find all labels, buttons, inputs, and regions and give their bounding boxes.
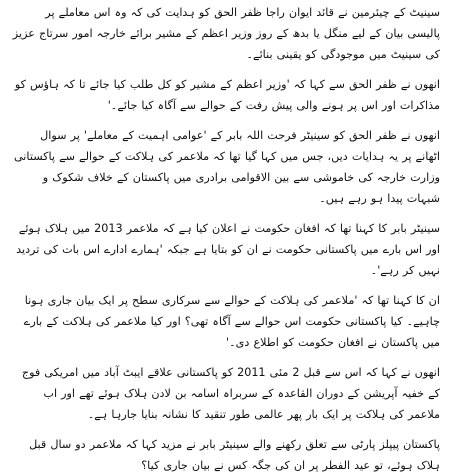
paragraph-line: انھوں نے ظفر الحق کو سینیٹر فرحت اللہ بابر کے 'عوامی اہمیت کے معاملے' پر سوال اٹھانے پر یہ ہدایات دیں، جس میں کہا گیا تھا کہ [40, 129, 440, 163]
paragraph-5 [12, 290, 440, 353]
paragraph-6 [12, 362, 440, 425]
paragraph-4 [12, 218, 440, 281]
paragraph-line: انھوں نے کہا کہ اس سے قبل 2 مئی 2011 کو پاکستانی علاقے ایبٹ آباد میں امریکی فوج کے خفیہ آپریشن کے دوران القاعدہ کے [21, 366, 440, 400]
paragraph-1 [12, 2, 440, 65]
paragraph-3 [12, 125, 440, 209]
paragraph-line: کے مشیر برائے خارجہ امور سرتاج عزیز کی سینیٹ میں موجودگی کو یقینی بنائے۔ [12, 27, 440, 61]
paragraph-line: بیان جاری کیا؟ [141, 459, 210, 472]
paragraph-line: بتایا ہے جبکہ 'ہمارے ادارے اس بات کی تردید نہیں کر رہے'۔ [16, 243, 440, 277]
paragraph-7 [12, 434, 440, 476]
paragraph-line: تھی؟ اور کیا ملاعمر کی ہلاکت کے بارے میں پاکستان نے افغان حکومت کو اطلاع دی۔' [23, 315, 440, 349]
paragraph-line: سربراہ اسامہ بن لادن ہلاک ہوئے تھے اور اب ملاعمر کی ہلاکت پر ایک بار پھر عالمی طور تنقید کا نشانہ بنایا جارہا ہے۔ [43, 387, 440, 421]
paragraph-line: ملاعمر کی ہلاکت کے حوالے سے پاکستانی وزارت خارجہ کی خاموشی سے بین الاقوامی برادری میں پاکستان کے خلاف شکوک و شبہات [13, 150, 440, 205]
paragraph-line: سینیٹر بابر کا کہنا تھا کہ افغان حکومت نے اعلان کیا ہے کہ ملاعمر 2013 میں ہلاک ہوئے اور اس بارے میں پاکستانی حکومت نے ان کو [18, 222, 440, 256]
paragraph-line: حوالے سے آگاہ کیا جائے۔' [107, 99, 226, 112]
paragraph-line: پاکستان پیپلز پارٹی سے تعلق رکھنے والے سینیٹر بابر نے مزید کہا کہ ملاعمر دو سال قبل ہلاک ہوئے، تو عید الفطر پر ان کی جگہ کس نے [29, 438, 440, 472]
paragraph-2 [12, 74, 440, 116]
paragraph-line: ان کا کہنا تھا کہ 'ملاعمر کی ہلاکت کے حوالے سے سرکاری سطح پر ایک بیان جاری ہونا چاہیے۔ کیا پاکستانی حکومت اس حوالے سے آگاہ [24, 294, 440, 328]
paragraph-line: سینیٹ کے چیئرمین نے قائد ایوان راجا ظفر الحق کو ہدایت کی کہ وہ اس معاملے پر پالیسی بیان کے لیے منگل یا بدھ کے روز وزیر اعظم [45, 6, 440, 40]
paragraph-line: انھوں نے ظفر الحق سے کہا کہ 'وزیر اعظم کے مشیر کو کل طلب کیا جائے تا کہ ہاؤس کو مذاکرات اور اس پر ہونے والی پیش رفت کے [14, 78, 440, 112]
paragraph-line: پیدا ہو رہے ہیں۔ [319, 192, 403, 205]
